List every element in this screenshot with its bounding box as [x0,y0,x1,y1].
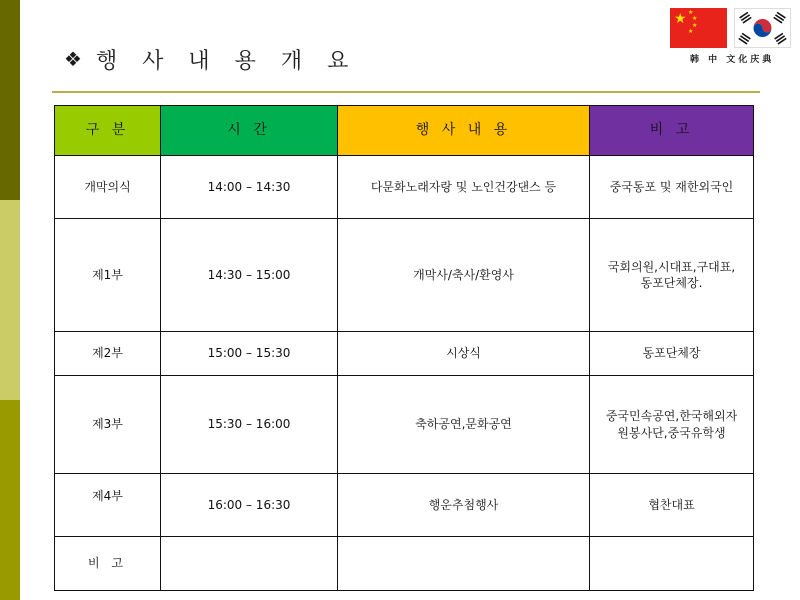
side-accent-segment-bottom [0,400,20,600]
cell-note: 중국동포 및 재한외국인 [590,156,754,219]
diamond-bullet-icon: ❖ [64,47,82,71]
table-row [55,376,754,474]
cell-time: 14:30 – 15:00 [161,219,338,332]
cell-content: 행운추첨행사 [338,474,590,537]
china-flag-icon: ★ ★ ★ ★ ★ [670,8,727,48]
cell-content [338,537,590,591]
slide-header [64,42,357,76]
cell-content: 개막사/축사/환영사 [338,219,590,332]
cell-time: 15:00 – 15:30 [161,332,338,376]
event-schedule-table [54,105,754,591]
cell-content: 축하공연,문화공연 [338,376,590,474]
korea-flag-icon [734,8,791,48]
cell-note: 동포단체장 [590,332,754,376]
cell-note: 국회의원,시대표,구대표, 동포단체장. [590,219,754,332]
side-accent-bar [0,0,20,600]
header-note: 비 고 [590,106,754,156]
flags-logo [670,8,792,64]
cell-note [590,537,754,591]
cell-note: 중국민속공연,한국해외자 원봉사단,중국유학생 [590,376,754,474]
cell-note: 협찬대표 [590,474,754,537]
cell-section: 제1부 [55,219,161,332]
header-time: 시 간 [161,106,338,156]
title-underline [52,91,760,93]
cell-section: 개막의식 [55,156,161,219]
cell-section: 제4부 [55,474,161,537]
cell-time: 16:00 – 16:30 [161,474,338,537]
cell-time: 15:30 – 16:00 [161,376,338,474]
table-row [55,474,754,537]
cell-section: 제2부 [55,332,161,376]
header-section: 구 분 [55,106,161,156]
slide-title: 행 사 내 용 개 요 [95,48,358,74]
cell-section: 제3부 [55,376,161,474]
cell-content: 다문화노래자랑 및 노인건강댄스 등 [338,156,590,219]
logo-caption: 韩 中 文化庆典 [690,55,775,65]
table-header-row [55,106,754,156]
cell-section: 비 고 [55,537,161,591]
cell-time [161,537,338,591]
table-row [55,156,754,219]
cell-time: 14:00 – 14:30 [161,156,338,219]
table-row [55,219,754,332]
side-accent-segment-middle [0,200,20,400]
header-content: 행 사 내 용 [338,106,590,156]
side-accent-segment-top [0,0,20,200]
table-row [55,332,754,376]
table-row [55,537,754,591]
cell-content: 시상식 [338,332,590,376]
